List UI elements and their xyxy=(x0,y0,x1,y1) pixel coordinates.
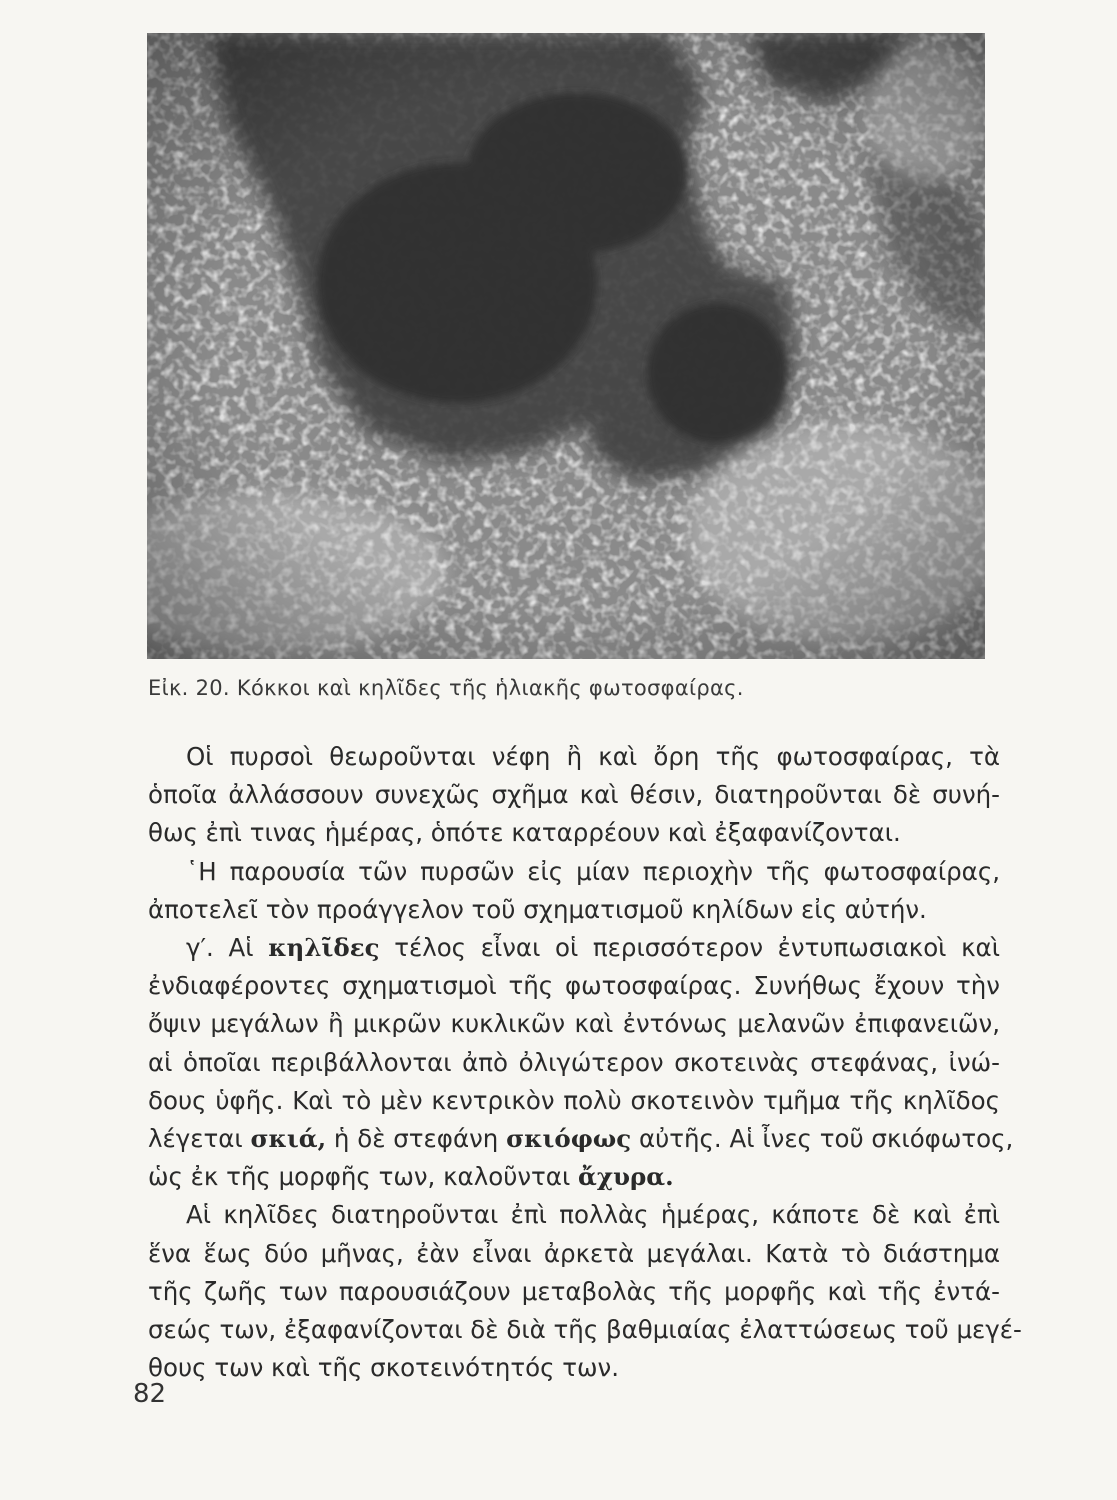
text-run: σεώς των, ἐξαφανίζονται δὲ διὰ τῆς βαθμιαίας ἐλαττώσεως τοῦ μεγέ- xyxy=(148,1315,1022,1345)
page-number: 82 xyxy=(133,1379,167,1409)
text-run: ἡ δὲ στεφάνη xyxy=(326,1124,507,1154)
text-run: τέλος εἶναι οἱ περισσότερον ἐντυπωσιακοὶ καὶ xyxy=(379,933,1000,963)
text-run: γ′. Αἱ xyxy=(186,933,269,963)
text-line xyxy=(148,929,1000,967)
text-line xyxy=(148,814,1000,852)
text-run: τῆς ζωῆς των παρουσιάζουν μεταβολὰς τῆς μορφῆς καὶ τῆς ἐντά- xyxy=(148,1276,1000,1306)
text-run: ῾Η παρουσία τῶν πυρσῶν εἰς μίαν περιοχὴν τῆς φωτοσφαίρας, xyxy=(186,856,1000,886)
text-run: ἀποτελεῖ τὸν πρoάγγελον τοῦ σχηματισμοῦ κηλίδων εἰς αὐτήν. xyxy=(148,894,927,924)
text-line xyxy=(148,738,1000,776)
paragraph xyxy=(148,929,1014,1196)
text-line xyxy=(148,891,1000,929)
text-run: Αἱ κηλῖδες διατηροῦνται ἐπὶ πολλὰς ἡμέρας, κάποτε δὲ καὶ ἐπὶ xyxy=(186,1200,1000,1230)
text-run: ὁποῖα ἀλλάσσουν συνεχῶς σχῆμα καὶ θέσιν, διατηροῦνται δὲ συνή- xyxy=(148,780,1000,810)
text-line xyxy=(148,1196,1000,1234)
text-line xyxy=(148,1273,1000,1311)
text-line xyxy=(148,1082,1000,1120)
text-line xyxy=(148,1120,1014,1158)
text-run: αἱ ὁποῖαι περιβάλλονται ἀπὸ ὀλιγώτερον σκοτεινὰς στεφάνας, ἰνώ- xyxy=(148,1047,1000,1077)
text-run: θους των καὶ τῆς σκοτεινότητός των. xyxy=(148,1353,620,1383)
sunspot-photograph xyxy=(147,33,985,659)
bold-term: ἄχυρα. xyxy=(578,1162,674,1192)
figure-caption: Εἰκ. 20. Κόκκοι καὶ κηλῖδες τῆς ἡλιακῆς φωτοσφαίρας. xyxy=(148,676,744,700)
text-run: αὐτῆς. Αἱ ἶνες τοῦ σκιόφωτος, xyxy=(631,1124,1014,1154)
text-run: ὡς ἐκ τῆς μορφῆς των, καλοῦνται xyxy=(148,1162,579,1192)
text-run: λέγεται xyxy=(148,1124,251,1154)
text-run: δους ὑφῆς. Καὶ τὸ μὲν κεντρικὸν πολὺ σκοτεινὸν τμῆμα τῆς κηλῖδος xyxy=(148,1085,1000,1115)
text-run: ἐνδιαφέροντες σχηματισμοὶ τῆς φωτοσφαίρας. Συνήθως ἔχουν τὴν xyxy=(148,971,1000,1001)
photosphere-image xyxy=(147,33,985,659)
text-line xyxy=(148,776,1000,814)
text-line xyxy=(148,967,1000,1005)
text-line xyxy=(148,853,1000,891)
bold-term: κηλῖδες xyxy=(268,933,380,963)
text-run: ὄψιν μεγάλων ἢ μικρῶν κυκλικῶν καὶ ἐντόνως μελανῶν ἐπιφανειῶν, xyxy=(148,1009,1000,1039)
paragraph xyxy=(148,853,1000,929)
text-line xyxy=(148,1349,1000,1387)
text-run: ἕνα ἕως δύο μῆνας, ἐὰν εἶναι ἀρκετὰ μεγάλαι. Κατὰ τὸ διάστημα xyxy=(148,1238,1000,1268)
bold-term: σκιόφως xyxy=(506,1124,632,1154)
text-line xyxy=(148,1311,1022,1349)
text-run: Οἱ πυρσοὶ θεωροῦνται νέφη ἢ καὶ ὄρη τῆς φωτοσφαίρας, τὰ xyxy=(186,742,1000,771)
text-line xyxy=(148,1005,1000,1043)
text-line xyxy=(148,1235,1000,1273)
body-text xyxy=(148,738,1022,1387)
bold-term: σκιά, xyxy=(250,1124,327,1154)
paragraph xyxy=(148,1196,1022,1387)
paragraph xyxy=(148,738,1000,853)
text-run: θως ἐπὶ τινας ἡμέρας, ὁπότε καταρρέουν καὶ ἐξαφανίζονται. xyxy=(148,818,901,848)
text-line xyxy=(148,1044,1000,1082)
text-line xyxy=(148,1158,1000,1196)
